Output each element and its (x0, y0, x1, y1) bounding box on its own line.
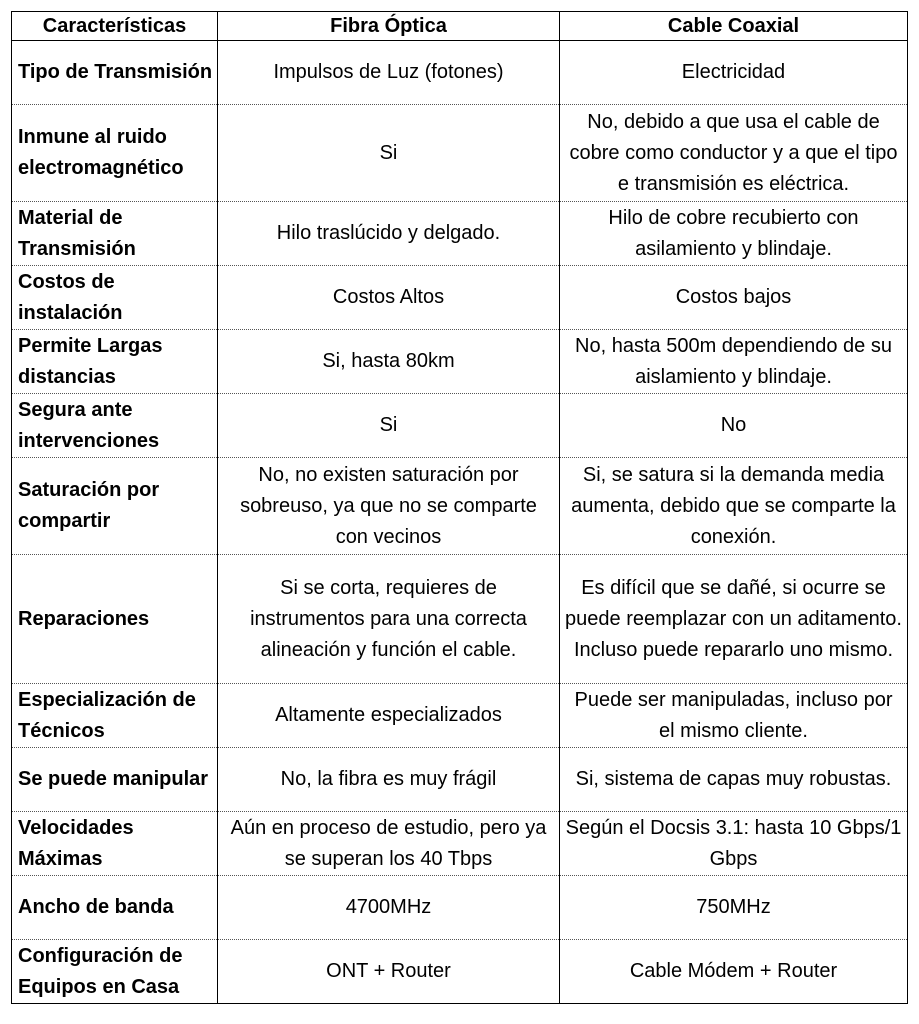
feature-cell: Tipo de Transmisión (12, 41, 218, 105)
table-row (12, 812, 908, 876)
feature-cell: Permite Largas distancias (12, 330, 218, 394)
comparison-table (11, 11, 908, 1004)
coaxial-cell: Según el Docsis 3.1: hasta 10 Gbps/1 Gbps (560, 812, 908, 876)
table-row (12, 748, 908, 812)
table-row (12, 41, 908, 105)
fibra-cell: ONT + Router (218, 940, 560, 1004)
table-row (12, 555, 908, 684)
coaxial-cell: Costos bajos (560, 266, 908, 330)
coaxial-cell: 750MHz (560, 876, 908, 940)
coaxial-cell: Electricidad (560, 41, 908, 105)
feature-cell: Material de Transmisión (12, 202, 218, 266)
coaxial-cell: Puede ser manipuladas, incluso por el mismo cliente. (560, 684, 908, 748)
fibra-cell: Si (218, 394, 560, 458)
fibra-cell: Aún en proceso de estudio, pero ya se superan los 40 Tbps (218, 812, 560, 876)
header-row (12, 12, 908, 41)
table-row (12, 202, 908, 266)
comparison-table-container (11, 11, 907, 1004)
coaxial-cell: Cable Módem + Router (560, 940, 908, 1004)
coaxial-cell: Si, se satura si la demanda media aumenta, debido que se comparte la conexión. (560, 458, 908, 555)
fibra-cell: No, la fibra es muy frágil (218, 748, 560, 812)
feature-cell: Inmune al ruido electromagnético (12, 105, 218, 202)
fibra-cell: No, no existen saturación por sobreuso, ya que no se comparte con vecinos (218, 458, 560, 555)
table-row (12, 458, 908, 555)
fibra-cell: Altamente especializados (218, 684, 560, 748)
header-fibra-optica: Fibra Óptica (218, 12, 560, 41)
coaxial-cell: No (560, 394, 908, 458)
header-cable-coaxial: Cable Coaxial (560, 12, 908, 41)
feature-cell: Ancho de banda (12, 876, 218, 940)
table-row (12, 105, 908, 202)
header-caracteristicas: Características (12, 12, 218, 41)
fibra-cell: Si se corta, requieres de instrumentos para una correcta alineación y función el cable. (218, 555, 560, 684)
feature-cell: Configuración de Equipos en Casa (12, 940, 218, 1004)
table-row (12, 266, 908, 330)
fibra-cell: Impulsos de Luz (fotones) (218, 41, 560, 105)
feature-cell: Se puede manipular (12, 748, 218, 812)
feature-cell: Saturación por compartir (12, 458, 218, 555)
table-row (12, 394, 908, 458)
feature-cell: Especialización de Técnicos (12, 684, 218, 748)
coaxial-cell: Si, sistema de capas muy robustas. (560, 748, 908, 812)
coaxial-cell: No, hasta 500m dependiendo de su aislamiento y blindaje. (560, 330, 908, 394)
coaxial-cell: Es difícil que se dañé, si ocurre se puede reemplazar con un aditamento. Incluso puede repararlo uno mismo. (560, 555, 908, 684)
table-row (12, 330, 908, 394)
feature-cell: Velocidades Máximas (12, 812, 218, 876)
fibra-cell: Si (218, 105, 560, 202)
feature-cell: Segura ante intervenciones (12, 394, 218, 458)
table-row (12, 876, 908, 940)
coaxial-cell: No, debido a que usa el cable de cobre como conductor y a que el tipo e transmisión es eléctrica. (560, 105, 908, 202)
fibra-cell: Hilo traslúcido y delgado. (218, 202, 560, 266)
fibra-cell: 4700MHz (218, 876, 560, 940)
fibra-cell: Costos Altos (218, 266, 560, 330)
table-row (12, 940, 908, 1004)
feature-cell: Reparaciones (12, 555, 218, 684)
feature-cell: Costos de instalación (12, 266, 218, 330)
fibra-cell: Si, hasta 80km (218, 330, 560, 394)
coaxial-cell: Hilo de cobre recubierto con asilamiento y blindaje. (560, 202, 908, 266)
table-row (12, 684, 908, 748)
